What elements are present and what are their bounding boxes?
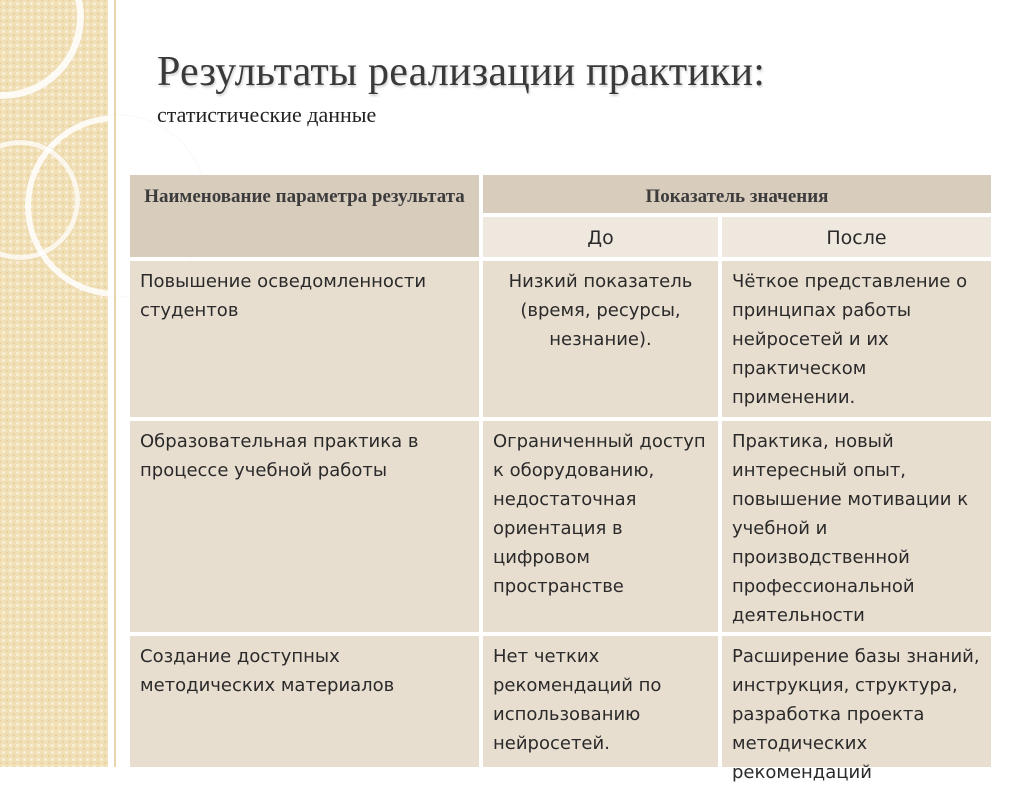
table-row-3-before — [483, 636, 718, 767]
header-after-label: После — [826, 227, 887, 249]
header-before-cell — [483, 217, 718, 257]
table-row-2-before — [483, 421, 718, 632]
slide-title: Результаты реализации практики: — [157, 49, 766, 95]
row-param-text: Создание доступных методических материалов — [140, 646, 395, 696]
slide-subtitle: статистические данные — [157, 102, 377, 127]
header-after-cell — [722, 217, 991, 257]
decorative-ring — [0, 0, 84, 99]
header-param-label: Наименование параметра результата — [144, 186, 465, 207]
table-row-3-param — [130, 636, 479, 767]
row-param-text: Повышение осведомленности студентов — [140, 271, 427, 321]
row-after-text: Практика, новый интересный опыт, повышение мотивации к учебной и производственной профессиональной деятельности — [732, 431, 969, 626]
results-table — [130, 175, 991, 783]
table-row-1-before — [483, 261, 718, 417]
row-before-text: Ограниченный доступ к оборудованию, недостаточная ориентация в цифровом пространстве — [493, 431, 706, 597]
table-row-3-after — [722, 636, 991, 783]
header-indicator-label: Показатель значения — [645, 186, 829, 207]
table-row-1-after — [722, 261, 991, 417]
row-after-text: Расширение базы знаний, инструкция, структура, разработка проекта методических рекомендаций — [732, 646, 980, 783]
row-before-text: Низкий показатель (время, ресурсы, незнание). — [508, 271, 693, 350]
header-param-cell — [130, 175, 479, 257]
table-row-2-param — [130, 421, 479, 632]
table-row-1-param — [130, 261, 479, 417]
header-indicator-cell — [483, 175, 991, 213]
table-row-2-after — [722, 421, 991, 632]
row-after-text: Чёткое представление о принципах работы нейросетей и их практическом применении. — [732, 271, 968, 408]
row-param-text: Образовательная практика в процессе учебной работы — [140, 431, 419, 481]
header-before-label: До — [587, 227, 614, 249]
decorative-side-band — [0, 0, 108, 767]
side-divider-line — [114, 0, 116, 767]
row-before-text: Нет четких рекомендаций по использованию нейросетей. — [493, 646, 662, 754]
